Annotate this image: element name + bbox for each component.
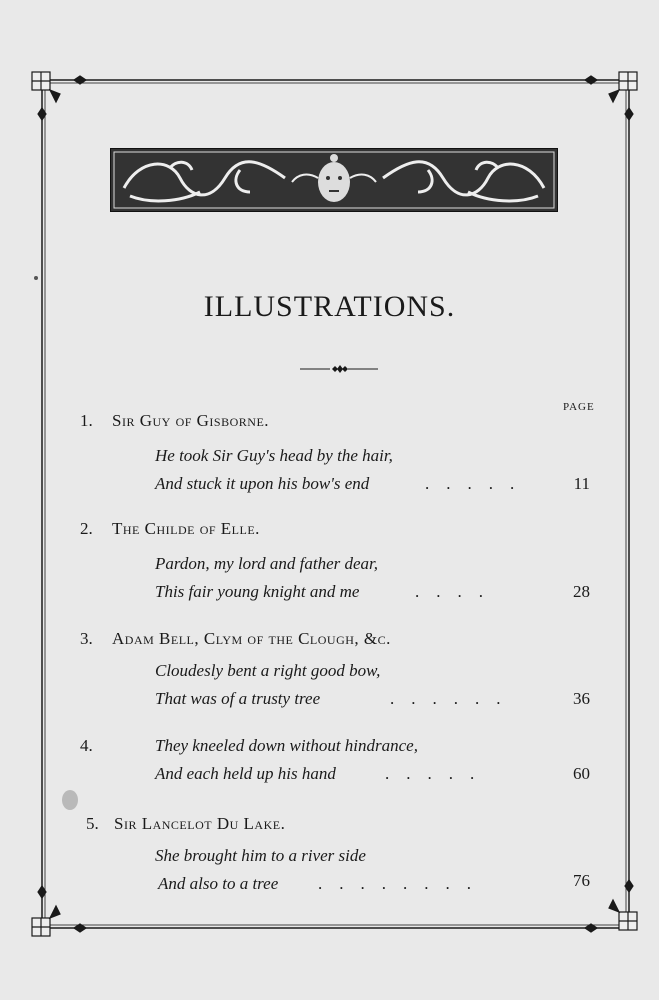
entry-caption-line-2: And stuck it upon his bow's end — [155, 474, 370, 493]
corner-ornament-top-left — [32, 72, 86, 120]
entry-caption-line-2: This fair young knight and me — [155, 582, 360, 601]
title-divider-ornament — [300, 362, 378, 376]
leader-dots: . . . . — [415, 582, 483, 601]
entry-title: Sir Lancelot Du Lake. — [114, 814, 286, 833]
page-number: 11 — [573, 474, 590, 493]
entry-title: The Childe of Elle. — [112, 519, 260, 538]
entry-number: 4. — [80, 736, 93, 755]
entry-title: Sir Guy of Gisborne. — [112, 411, 270, 430]
entry-caption-line-1: He took Sir Guy's head by the hair, — [155, 446, 393, 465]
entry-caption-line-2: And each held up his hand — [155, 764, 336, 783]
leader-dots: . . . . . . . . — [318, 874, 471, 893]
page-number: 36 — [573, 689, 590, 708]
page-number: 76 — [573, 871, 590, 890]
entry-number: 1. — [80, 411, 93, 430]
entry-caption-line-1: Pardon, my lord and father dear, — [155, 554, 379, 573]
entry-caption-line-1: She brought him to a river side — [155, 846, 366, 865]
entry-title: Adam Bell, Clym of the Clough, &c. — [112, 629, 391, 648]
entry-caption-line-2: That was of a trusty tree — [155, 689, 321, 708]
entry-number: 3. — [80, 629, 93, 648]
leader-dots: . . . . . — [385, 764, 475, 783]
leader-dots: . . . . . — [425, 474, 515, 493]
entry-caption-line-2: And also to a tree — [158, 874, 279, 893]
page-column-heading: PAGE — [563, 401, 595, 413]
leader-dots: . . . . . . — [390, 689, 501, 708]
entry-number: 2. — [80, 519, 93, 538]
page-number: 28 — [573, 582, 590, 601]
ornamental-headpiece — [110, 148, 558, 212]
entry-caption-line-1: Cloudesly bent a right good bow, — [155, 661, 381, 680]
page-number: 60 — [573, 764, 590, 783]
paper-stain — [62, 790, 78, 810]
paper-speck — [34, 276, 38, 280]
page-title: ILLUSTRATIONS. — [203, 290, 456, 323]
entry-number: 5. — [86, 814, 99, 833]
entry-caption-line-1: They kneeled down without hindrance, — [155, 736, 418, 755]
